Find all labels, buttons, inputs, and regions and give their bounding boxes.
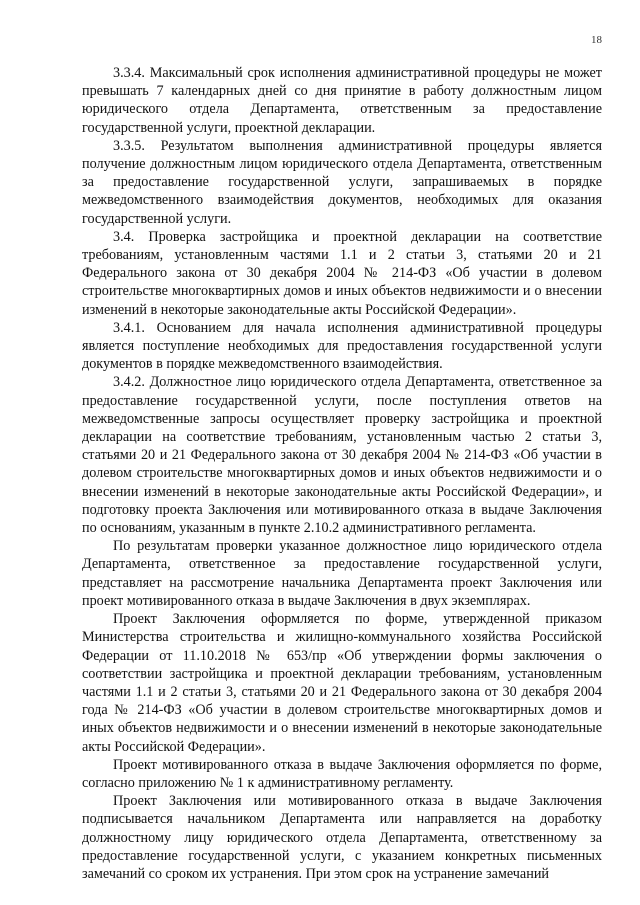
paragraph-3-4-1: 3.4.1. Основанием для начала исполнения административной процедуры является поступление необходимых для предоставления государственной услуги документов в порядке межведомственного взаимодействия.: [82, 319, 602, 373]
paragraph-3-4: 3.4. Проверка застройщика и проектной декларации на соответствие требованиям, установленным частями 1.1 и 2 статьи 3, статьями 20 и 21 Федерального закона от 30 декабря 2004 № 214-ФЗ «Об участии в долевом строительстве многоквартирных домов и иных объектов недвижимости и о внесении изменений в некоторые законодательные акты Российской Федерации».: [82, 228, 602, 318]
page-number: 18: [591, 34, 602, 46]
paragraph-signing: Проект Заключения или мотивированного отказа в выдаче Заключения подписывается начальником Департамента или направляется на доработку должностному лицу юридического отдела Департамента, ответственному за предоставление государственной услуги, с указанием конкретных письменных замечаний со сроком их устранения. При этом срок на устранение замечаний: [82, 793, 602, 882]
paragraph-refusal-form: Проект мотивированного отказа в выдаче Заключения оформляется по форме, согласно приложению № 1 к административному регламенту.: [82, 756, 602, 791]
paragraph-review-results: По результатам проверки указанное должностное лицо юридического отдела Департамента, ответственное за предоставление государственной услуги, представляет на рассмотрение начальника Департамента проект Заключения или проект мотивированного отказа в выдаче Заключения в двух экземплярах.: [82, 538, 602, 609]
paragraph-conclusion-form: Проект Заключения оформляется по форме, утвержденной приказом Министерства строительства и жилищно-коммунального хозяйства Российской Федерации от 11.10.2018 № 653/пр «Об утверждении формы заключения о соответствии застройщика и проектной декларации требованиям, установленным частями 1.1 и 2 статьи 3, статьями 20 и 21 Федерального закона от 30 декабря 2004 года № 214-ФЗ «Об участии в долевом строительстве многоквартирных домов и иных объектов недвижимости и о внесении изменений в некоторые законодательные акты Российской Федерации».: [82, 611, 602, 755]
document-text: [82, 64, 602, 883]
paragraph-3-3-5: 3.3.5. Результатом выполнения административной процедуры является получение должностным лицом юридического отдела Департамента, ответственным за предоставление государственной услуги, запрашиваемых в порядке межведомственного взаимодействия документов, необходимых для оказания государственной услуги.: [82, 137, 602, 227]
paragraph-3-3-4: 3.3.4. Максимальный срок исполнения административной процедуры не может превышать 7 календарных дней со дня принятие в работу должностным лицом юридического отдела Департамента, ответственным за предоставление государственной услуги, проектной декларации.: [82, 65, 602, 136]
paragraph-3-4-2: 3.4.2. Должностное лицо юридического отдела Департамента, ответственное за предоставление государственной услуги, после поступления ответов на межведомственные запросы осуществляет проверку застройщика и проектной декларации на соответствие требованиям, установленным частью 2 статьи 3, статьями 20 и 21 Федерального закона от 30 декабря 2004 № 214-ФЗ «Об участии в долевом строительстве многоквартирных домов и иных объектов недвижимости и о внесении изменений в некоторые законодательные акты Российской Федерации», и подготовку проекта Заключения или мотивированного отказа в выдаче Заключения по основаниям, указанным в пункте 2.10.2 административного регламента.: [82, 374, 602, 537]
